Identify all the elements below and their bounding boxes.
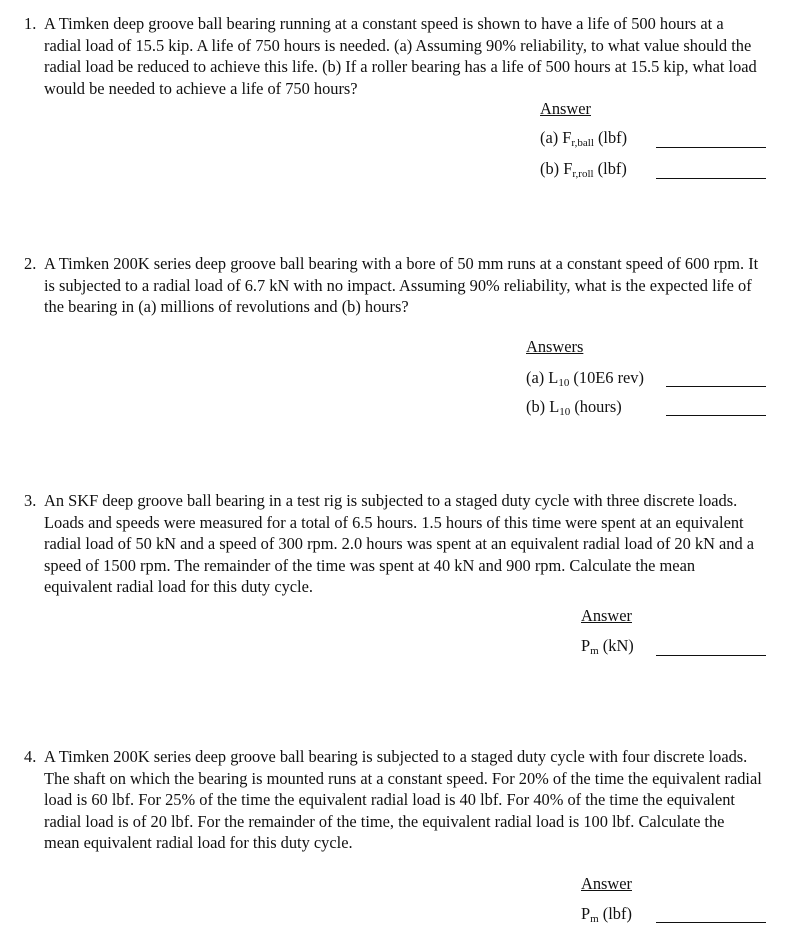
question-number: 1.	[24, 14, 37, 33]
answer-heading: Answer	[581, 606, 632, 625]
answer-label: $P_m$ (lbf)	[581, 904, 632, 925]
question-text: A Timken deep groove ball bearing running at a constant speed is shown to have a life of 500 hours at a radial load of 15.5 kip. A life of 750 hours is needed. (a) Assuming 90% reliability, to what value should the radial load be reduced to achieve this life. (b) If a roller bearing has a life of 500 hours at 15.5 kip, what load would be needed to achieve a life of 750 hours?	[44, 14, 757, 98]
answer-label: (b) $L_{10}$ (hours)	[526, 397, 622, 418]
answer-heading: Answer	[581, 874, 632, 893]
question-4	[24, 746, 764, 854]
question-number: 4.	[24, 747, 37, 766]
answer-label: (b) $F_{r,roll}$ (lbf)	[540, 159, 627, 180]
answer-blank-4[interactable]	[656, 922, 766, 923]
answer-blank-2a[interactable]	[666, 386, 766, 387]
question-text: A Timken 200K series deep groove ball bearing is subjected to a staged duty cycle with four discrete loads. The shaft on which the bearing is mounted runs at a constant speed. For 20% of the time the equivalent radial load is 60 lbf. For 25% of the time the equivalent radial load is 40 lbf. For 40% of the time the equivalent radial load is of 20 lbf. For the remainder of the time, the equivalent radial load is 100 lbf. Calculate the mean equivalent radial load for this duty cycle.	[44, 747, 762, 853]
answer-blank-2b[interactable]	[666, 415, 766, 416]
question-text: A Timken 200K series deep groove ball bearing with a bore of 50 mm runs at a constant speed of 600 rpm. It is subjected to a radial load of 6.7 kN with no impact. Assuming 90% reliability, what is the expected life of the bearing in (a) millions of revolutions and (b) hours?	[44, 254, 759, 317]
answer-blank-1a[interactable]	[656, 147, 766, 148]
question-2	[24, 253, 764, 318]
answer-label: (a) $L_{10}$ (10E6 rev)	[526, 368, 644, 389]
question-number: 3.	[24, 491, 37, 510]
answer-blank-3[interactable]	[656, 655, 766, 656]
answer-label: $P_m$ (kN)	[581, 636, 634, 657]
answer-label: (a) $F_{r,ball}$ (lbf)	[540, 128, 628, 149]
question-3	[24, 490, 764, 598]
question-1	[24, 13, 764, 99]
answer-heading: Answer	[540, 99, 591, 118]
question-text: An SKF deep groove ball bearing in a test rig is subjected to a staged duty cycle with three discrete loads. Loads and speeds were measured for a total of 6.5 hours. 1.5 hours of this time were spent at an equivalent radial load of 50 kN and a speed of 300 rpm. 2.0 hours was spent at an equivalent radial load of 20 kN and a speed of 1500 rpm. The remainder of the time was spent at 40 kN and 900 rpm. Calculate the mean equivalent radial load for this duty cycle.	[44, 491, 755, 597]
answer-heading: Answers	[526, 337, 584, 356]
question-number: 2.	[24, 254, 37, 273]
answer-blank-1b[interactable]	[656, 178, 766, 179]
